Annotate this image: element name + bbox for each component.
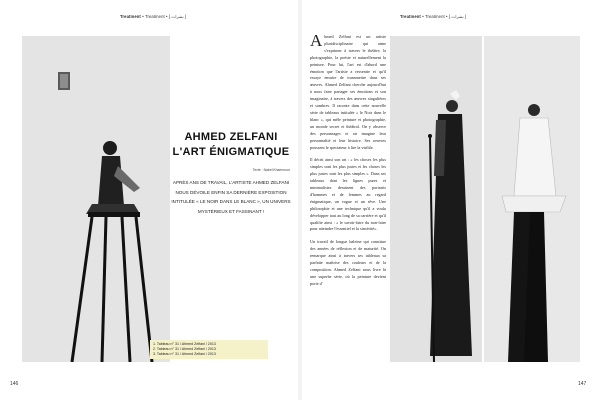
caption-line: 2. Tableau n° 31 / Ahmed Zelfani / 2013 xyxy=(153,347,216,351)
intro-line: NOUS DÉVOILE ENFIN SA DERNIÈRE EXPOSITION xyxy=(175,189,287,195)
intro-line: INTITULÉE « LE NOIR DANS LE BLANC », UN UNIVERS xyxy=(171,199,291,205)
page-gutter xyxy=(298,0,302,400)
body-paragraph: Un travail de longue haleine qui constitue des années de réflexion et de maturité. On remarque ainsi à travers ses tableaux sa parfaite maîtrise des couleurs et de la composition. Ahmed Zelfani nous livre là une superbe série, où la peinture devient porte d' xyxy=(310,239,386,286)
left-header-text: • Treatment • [ نشرات ] xyxy=(142,14,187,19)
drop-cap: A xyxy=(310,31,323,50)
right-page-header xyxy=(400,14,466,19)
body-paragraph: Il décrit ainsi son art : « les choses les plus simples sont les plus justes et les choses les plus justes sont les plus simples ». Dans ses tableaux dont les lignes pures et minimalistes dessinent des portraits d'hommes et de femmes au regard énigmatique, un vague et un rêve. Une philosophie et une technique qu'il a voulu développer tout au long de sa carrière et qu'il qualifie ainsi : « le savoir-faire du non-faire pour atteindre l'essentiel et la sincérité». xyxy=(310,157,386,232)
image-captions xyxy=(150,340,268,359)
painting-standing-robed-figure xyxy=(390,36,482,362)
painting-seated-figure xyxy=(22,36,170,362)
intro-line: APRÈS ANS DE TRAVAIL, L'ARTISTE AHMED ZELFANI xyxy=(172,180,290,185)
left-page-number: 146 xyxy=(10,381,19,387)
paragraph-text: hmed Zelfani est un artiste pluridisciplinaire qui aime s'exprimer à travers le théâtre, la photographie, la poésie et naturellement la peinture. Pour lui, l'art est d'abord une émotion que l'artiste a ressentie et qu'il essaye ensuite de transmettre dans ses œuvres. Ahmed Zelfani cherche aujourd'hui à nous faire partager ses émotions et son imaginaire, à travers des œuvres singulières et sombres. Il raconte dans cette nouvelle série de tableaux intitulée « le Noir dans le blanc », qui mêle peinture et photographie, un monde secret et théâtral. On y observe des personnages et on imagine leur personnalité et leur histoire. Ses oeuvres poussent le spectateur à lire la visible. xyxy=(310,34,386,150)
right-header-text: • Treatment • [ نشرات ] xyxy=(422,14,467,19)
caption-line: 1. Tableau n° 31 / Ahmed Zelfani / 2013 xyxy=(153,342,216,346)
article-title xyxy=(172,130,290,160)
intro-line: MYSTÉRIEUX ET FASSINANT ! xyxy=(197,208,265,214)
article-intro xyxy=(170,178,292,216)
title-line-1: AHMED ZELFANI xyxy=(184,131,278,143)
title-line-2: L'ART ÉNIGMATIQUE xyxy=(172,146,290,158)
painting-figure-on-pedestal xyxy=(484,36,580,362)
left-page-header xyxy=(120,14,186,19)
article-body xyxy=(310,31,386,294)
right-header-bold: Treatment xyxy=(400,14,421,19)
right-page-number: 147 xyxy=(578,381,587,387)
author-credit: Texte : Nabel Khaennour xyxy=(252,168,290,172)
left-header-bold: Treatment xyxy=(120,14,141,19)
caption-line: 3. Tableau n° 31 / Ahmed Zelfani / 2013 xyxy=(153,352,216,356)
body-paragraph xyxy=(310,31,386,151)
